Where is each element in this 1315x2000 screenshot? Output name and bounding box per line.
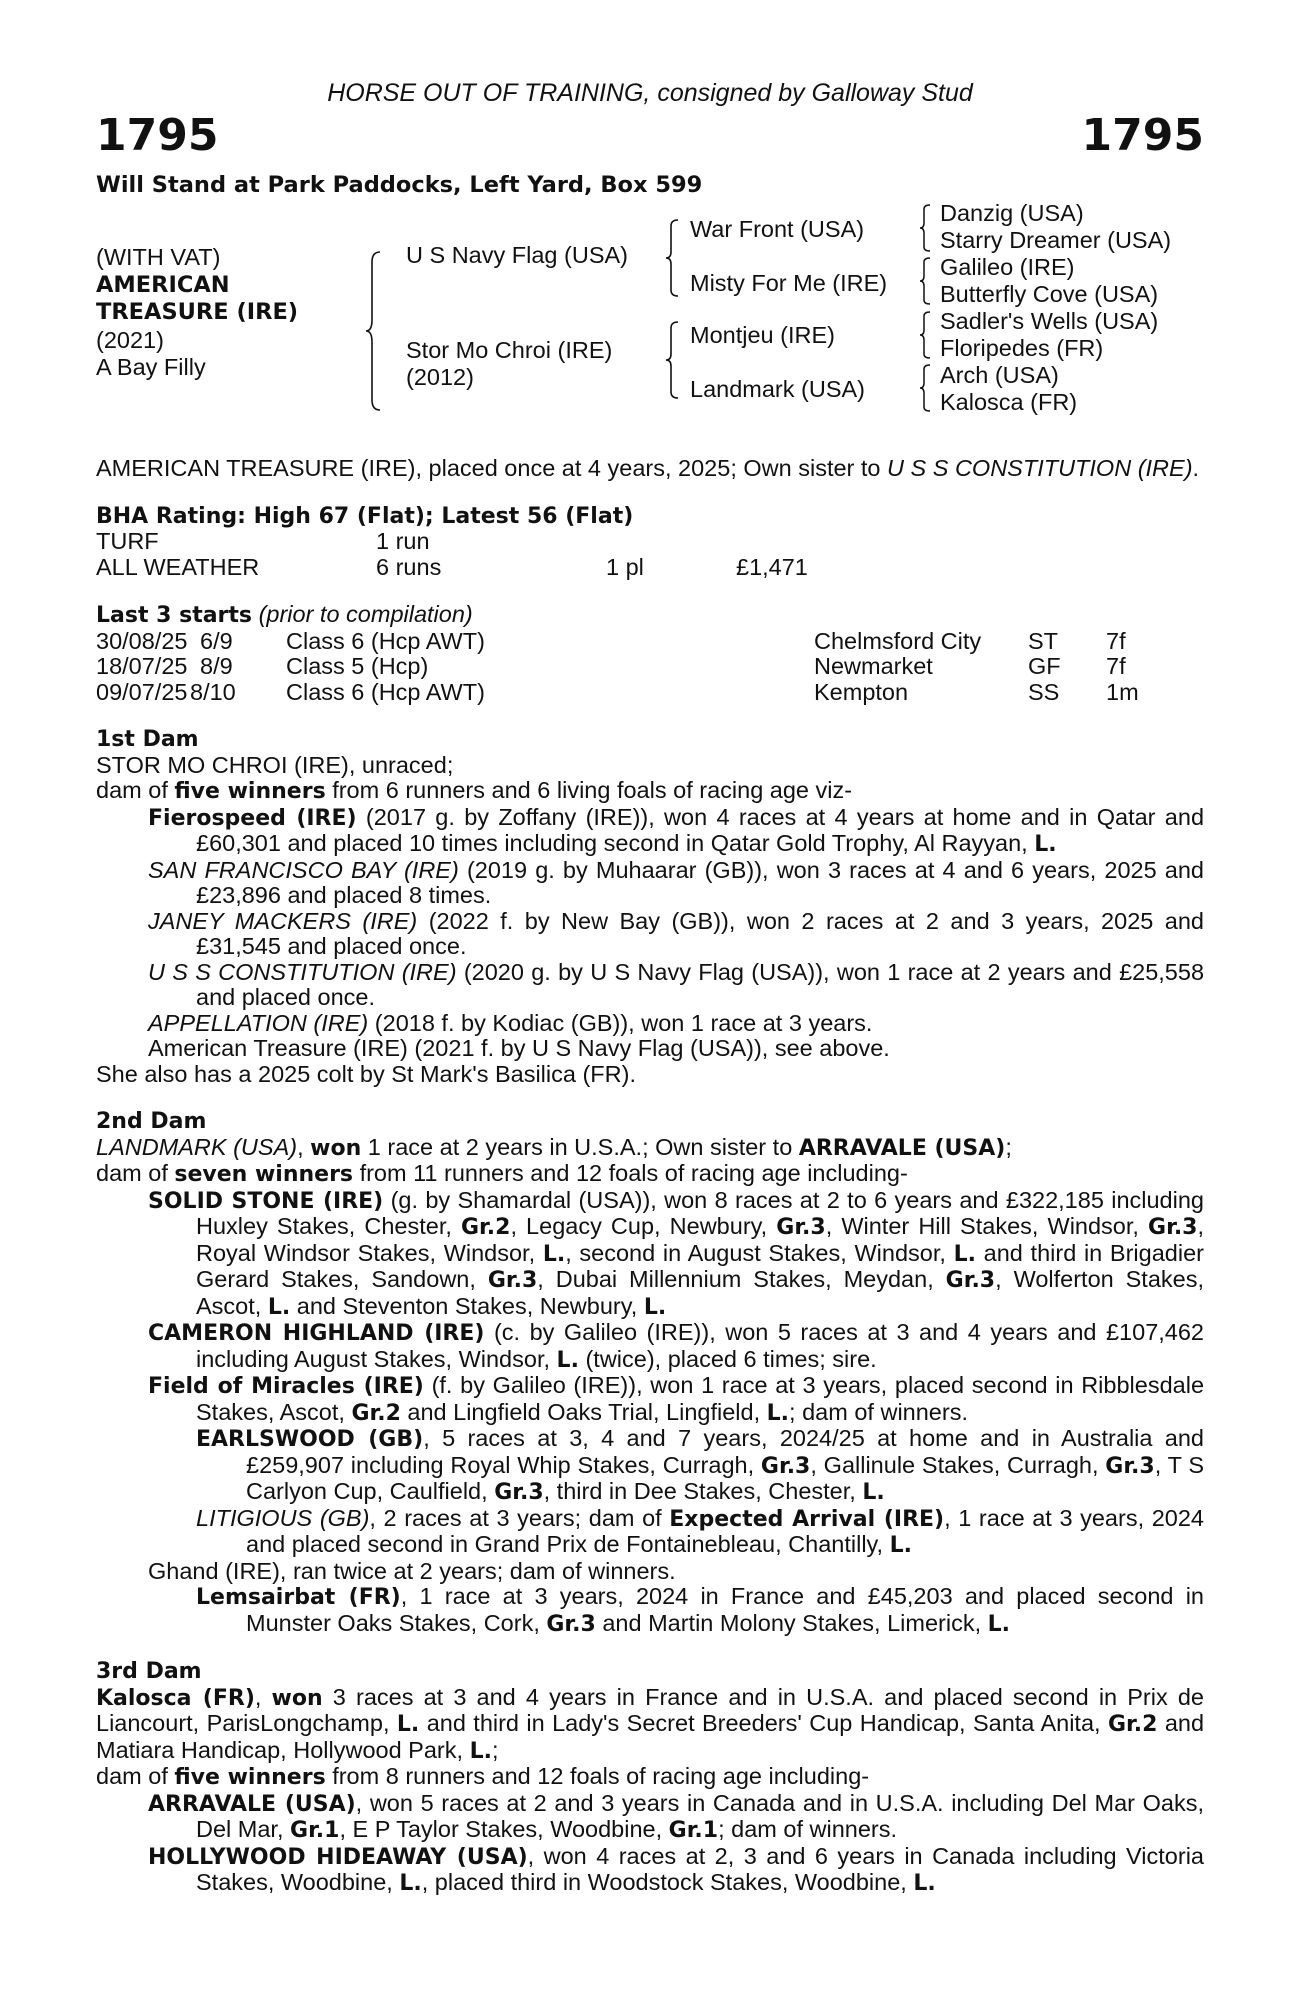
vat-note: (WITH VAT) [96,244,221,270]
third-dam-intro: Kalosca (FR), won 3 races at 3 and 4 years in France and in U.S.A. and placed second in Prix de Liancourt, ParisLongchamp, L. and third in Lady's Secret Breeders' Cup Handicap, Santa Anita, Gr.2 and Matiara Handicap, Hollywood Park, L.; [96,1683,1205,1764]
horse-description: A Bay Filly [96,354,206,380]
ds-dam: Floripedes (FR) [940,335,1104,361]
dam-sire: Montjeu (IRE) [690,322,835,348]
dd-sire: Arch (USA) [940,362,1059,388]
lot-number-left: 1795 [96,110,219,161]
foaling-year: (2021) [96,327,164,353]
first-dam-produce-summary: dam of five winners from 6 runners and 6 living foals of racing age viz- [96,777,853,804]
second-dam-section [96,1109,1204,1637]
main-brace [364,250,384,412]
ss-sire: Danzig (USA) [940,200,1084,226]
first-dam-section [96,727,1204,1087]
third-dam-heading: 3rd Dam [96,1659,202,1684]
ss-dam: Starry Dreamer (USA) [940,227,1172,253]
summary-text: AMERICAN TREASURE (IRE), placed once at 4 years, 2025; Own sister to U S S CONSTITUTION (IRE). [96,455,1200,481]
pedigree-table [96,200,1204,430]
starts-heading: Last 3 starts (prior to compilation) [96,601,473,628]
first-dam-heading: 1st Dam [96,727,199,752]
catalogue-page [96,78,1204,1897]
produce-entry: Ghand (IRE), ran twice at 2 years; dam of winners. [148,1557,676,1584]
produce-entry: SOLID STONE (IRE) (g. by Shamardal (USA)), won 8 races at 2 to 6 years and £322,185 including Huxley Stakes, Chester, Gr.2, Legacy Cup, Newbury, Gr.3, Winter Hill Stakes, Windsor, Gr.3, Royal Windsor Stakes, Windsor, L., second in August Stakes, Windsor, L. and third in Brigadier Gerard Stakes, Sandown, Gr.3, Dubai Millennium Stakes, Meydan, Gr.3, Wolferton Stakes, Ascot, L. and Steventon Stakes, Newbury, L. [148,1186,1205,1320]
start-row: 30/08/25 6/9 Class 6 (Hcp AWT) Chelmsford City ST 7f [96,627,1126,654]
sire-name: U S Navy Flag (USA) [406,242,628,268]
sire-dam: Misty For Me (IRE) [690,270,888,296]
rating-row: TURF 1 run [96,528,430,554]
summary-sister: U S S CONSTITUTION (IRE) [887,455,1193,481]
dam-dam: Landmark (USA) [690,376,865,402]
produce-entry: American Treasure (IRE) (2021 f. by U S Navy Flag (USA)), see above. [148,1035,890,1061]
rating-heading: BHA Rating: High 67 (Flat); Latest 56 (Flat) [96,503,634,529]
sd-brace [918,256,934,306]
third-dam-produce-summary: dam of five winners from 8 runners and 12 foals of racing age including- [96,1763,870,1790]
sd-dam: Butterfly Cove (USA) [940,281,1159,307]
sire-brace [664,218,682,298]
sd-sire: Galileo (IRE) [940,254,1075,280]
start-row: 09/07/25 8/10 Class 6 (Hcp AWT) Kempton SS 1m [96,678,1139,705]
starts-section [96,602,1204,705]
dam-year: (2012) [406,364,474,390]
stable-location: Will Stand at Park Paddocks, Left Yard, Box 599 [96,172,703,198]
ss-brace [918,203,934,253]
produce-entry: CAMERON HIGHLAND (IRE) (c. by Galileo (IRE)), won 5 races at 3 and 4 years and £107,462 including August Stakes, Windsor, L. (twice), placed 6 times; sire. [148,1319,1205,1373]
ds-sire: Sadler's Wells (USA) [940,308,1159,334]
first-dam-note: She also has a 2025 colt by St Mark's Basilica (FR). [96,1060,636,1087]
dam-name: Stor Mo Chroi (IRE) [406,337,613,363]
grandproduce-entry: LITIGIOUS (GB), 2 races at 3 years; dam of Expected Arrival (IRE), 1 race at 3 years, 2024 and placed second in Grand Prix de Fontainebleau, Chantilly, L. [196,1504,1204,1558]
produce-entry: APPELLATION (IRE) (2018 f. by Kodiac (GB)), won 1 race at 3 years. [148,1009,873,1036]
second-dam-intro: LANDMARK (USA), won 1 race at 2 years in U.S.A.; Own sister to ARRAVALE (USA); [96,1133,1012,1161]
rating-row: ALL WEATHER 6 runs 1 pl £1,471 [96,553,808,580]
lot-row [96,108,1204,168]
grandproduce-entry: Lemsairbat (FR), 1 race at 3 years, 2024 in France and £45,203 and placed second in Munster Oaks Stakes, Cork, Gr.3 and Martin Molony Stakes, Limerick, L. [196,1583,1205,1637]
lot-number-right: 1795 [1081,110,1204,161]
horse-name-line1: AMERICAN [96,272,230,298]
rating-section [96,504,1204,581]
ds-brace [918,310,934,360]
produce-entry: Field of Miracles (IRE) (f. by Galileo (IRE)), won 1 race at 3 years, placed second in Ribblesdale Stakes, Ascot, Gr.2 and Lingfield Oaks Trial, Lingfield, L.; dam of winners. [148,1372,1205,1426]
start-row: 18/07/25 8/9 Class 5 (Hcp) Newmarket GF 7f [96,653,1126,679]
produce-entry: JANEY MACKERS (IRE) (2022 f. by New Bay (GB)), won 2 races at 2 and 3 years, 2025 and £31,545 and placed once. [148,907,1204,959]
produce-entry: Fierospeed (IRE) (2017 g. by Zoffany (IRE)), won 4 races at 4 years at home and in Qatar and £60,301 and placed 10 times including second in Qatar Gold Trophy, Al Rayyan, L. [148,803,1205,857]
first-dam-intro: STOR MO CHROI (IRE), unraced; [96,751,454,778]
produce-entry: SAN FRANCISCO BAY (IRE) (2019 g. by Muhaarar (GB)), won 3 races at 4 and 6 years, 2025 and £23,896 and placed 8 times. [148,856,1204,908]
dd-dam: Kalosca (FR) [940,389,1078,415]
horse-name-line2: TREASURE (IRE) [96,299,299,325]
second-dam-produce-summary: dam of seven winners from 11 runners and 12 foals of racing age including- [96,1160,908,1187]
grandproduce-entry: EARLSWOOD (GB), 5 races at 3, 4 and 7 years, 2024/25 at home and in Australia and £259,907 including Royal Whip Stakes, Curragh, Gr.3, Gallinule Stakes, Curragh, Gr.3, T S Carlyon Cup, Caulfield, Gr.3, third in Dee Stakes, Chester, L. [196,1425,1204,1505]
produce-entry: ARRAVALE (USA), won 5 races at 2 and 3 years in Canada and in U.S.A. including Del Mar Oaks, Del Mar, Gr.1, E P Taylor Stakes, Woodbine, Gr.1; dam of winners. [148,1789,1204,1843]
dam-brace [664,320,682,400]
consignment-title: HORSE OUT OF TRAINING, consigned by Galloway Stud [327,79,973,107]
produce-entry: HOLLYWOOD HIDEAWAY (USA), won 4 races at 2, 3 and 6 years in Canada including Victoria Stakes, Woodbine, L., placed third in Woodstock Stakes, Woodbine, L. [148,1842,1204,1896]
third-dam-section [96,1659,1204,1897]
second-dam-heading: 2nd Dam [96,1109,207,1134]
produce-entry: U S S CONSTITUTION (IRE) (2020 g. by U S Navy Flag (USA)), won 1 race at 2 years and £25,558 and placed once. [148,958,1205,1010]
sire-sire: War Front (USA) [690,216,865,242]
dd-brace [918,363,934,413]
